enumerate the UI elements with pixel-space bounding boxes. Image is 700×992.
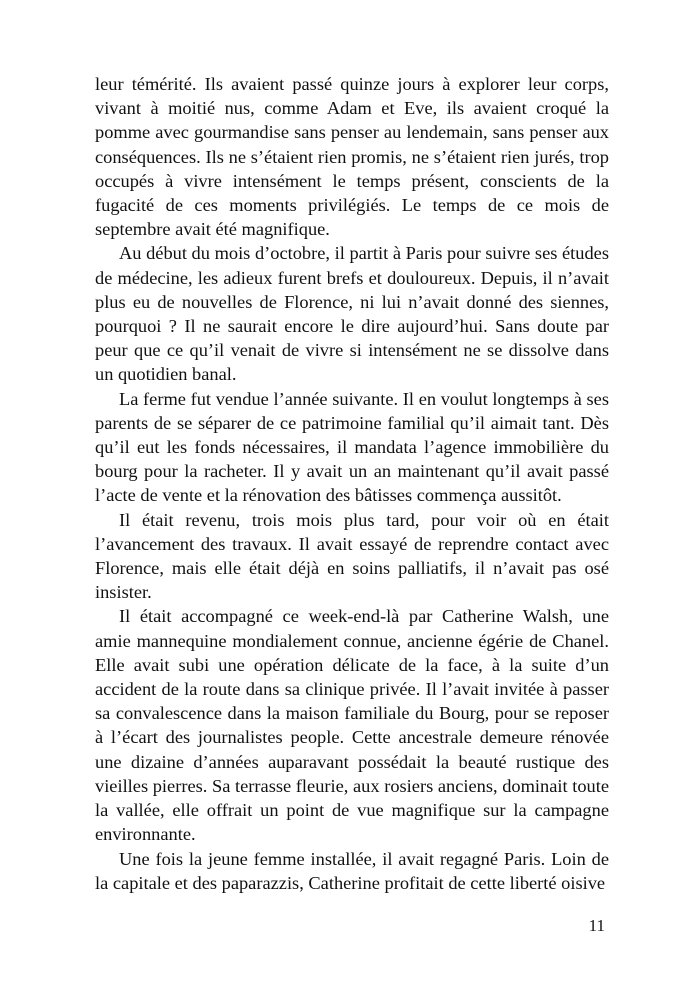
paragraph: Il était revenu, trois mois plus tard, pour voir où en était l’avancement des travaux. Il avait essayé de reprendre contact avec Florence, mais elle était déjà en soins palliatifs, il n’avait pas osé insister. [95,509,609,603]
paragraph: Il était accompagné ce week-end-là par Catherine Walsh, une amie mannequine mondialement connue, ancienne égérie de Chanel. Elle avait subi une opération délicate de la face, à la suite d’un accident de la route dans sa clinique privée. Il l’avait invitée à passer sa convalescence dans la maison familiale du Bourg, pour se reposer à l’écart des journalistes people. Cette ancestrale demeure rénovée une dizaine d’années auparavant possédait la beauté rustique des vieilles pierres. Sa terrasse fleurie, aux rosiers anciens, dominait toute la vallée, elle offrait un point de vue magnifique sur la campagne environnante. [95,606,609,845]
page-number: 11 [588,916,605,935]
paragraph-continuation: leur témérité. Ils avaient passé quinze jours à explorer leur corps, vivant à moitié nus, comme Adam et Eve, ils avaient croqué la pomme avec gourmandise sans penser au lendemain, sans penser aux conséquences. Ils ne s’étaient rien promis, ne s’étaient rien jurés, trop occupés à vivre intensément le temps présent, conscients de la fugacité de ces moments privilégiés. Le temps de ce mois de septembre avait été magnifique. [95,74,609,240]
paragraph: Au début du mois d’octobre, il partit à Paris pour suivre ses études de médecine, les adieux furent brefs et douloureux. Depuis, il n’avait plus eu de nouvelles de Florence, ni lui n’avait donné des siennes, pourquoi ? Il ne saurait encore le dire aujourd’hui. Sans doute par peur que ce qu’il venait de vivre si intensément ne se dissolve dans un quotidien banal. [95,243,609,385]
paragraph: La ferme fut vendue l’année suivante. Il en voulut longtemps à ses parents de se séparer de ce patrimoine familial qu’il aimait tant. Dès qu’il eut les fonds nécessaires, il mandata l’agence immobilière du bourg pour la racheter. Il y avait un an maintenant qu’il avait passé l’acte de vente et la rénovation des bâtisses commença aussitôt. [95,388,609,506]
body-text [95,72,609,895]
paragraph: Une fois la jeune femme installée, il avait regagné Paris. Loin de la capitale et des paparazzis, Catherine profitait de cette liberté oisive [95,848,609,893]
